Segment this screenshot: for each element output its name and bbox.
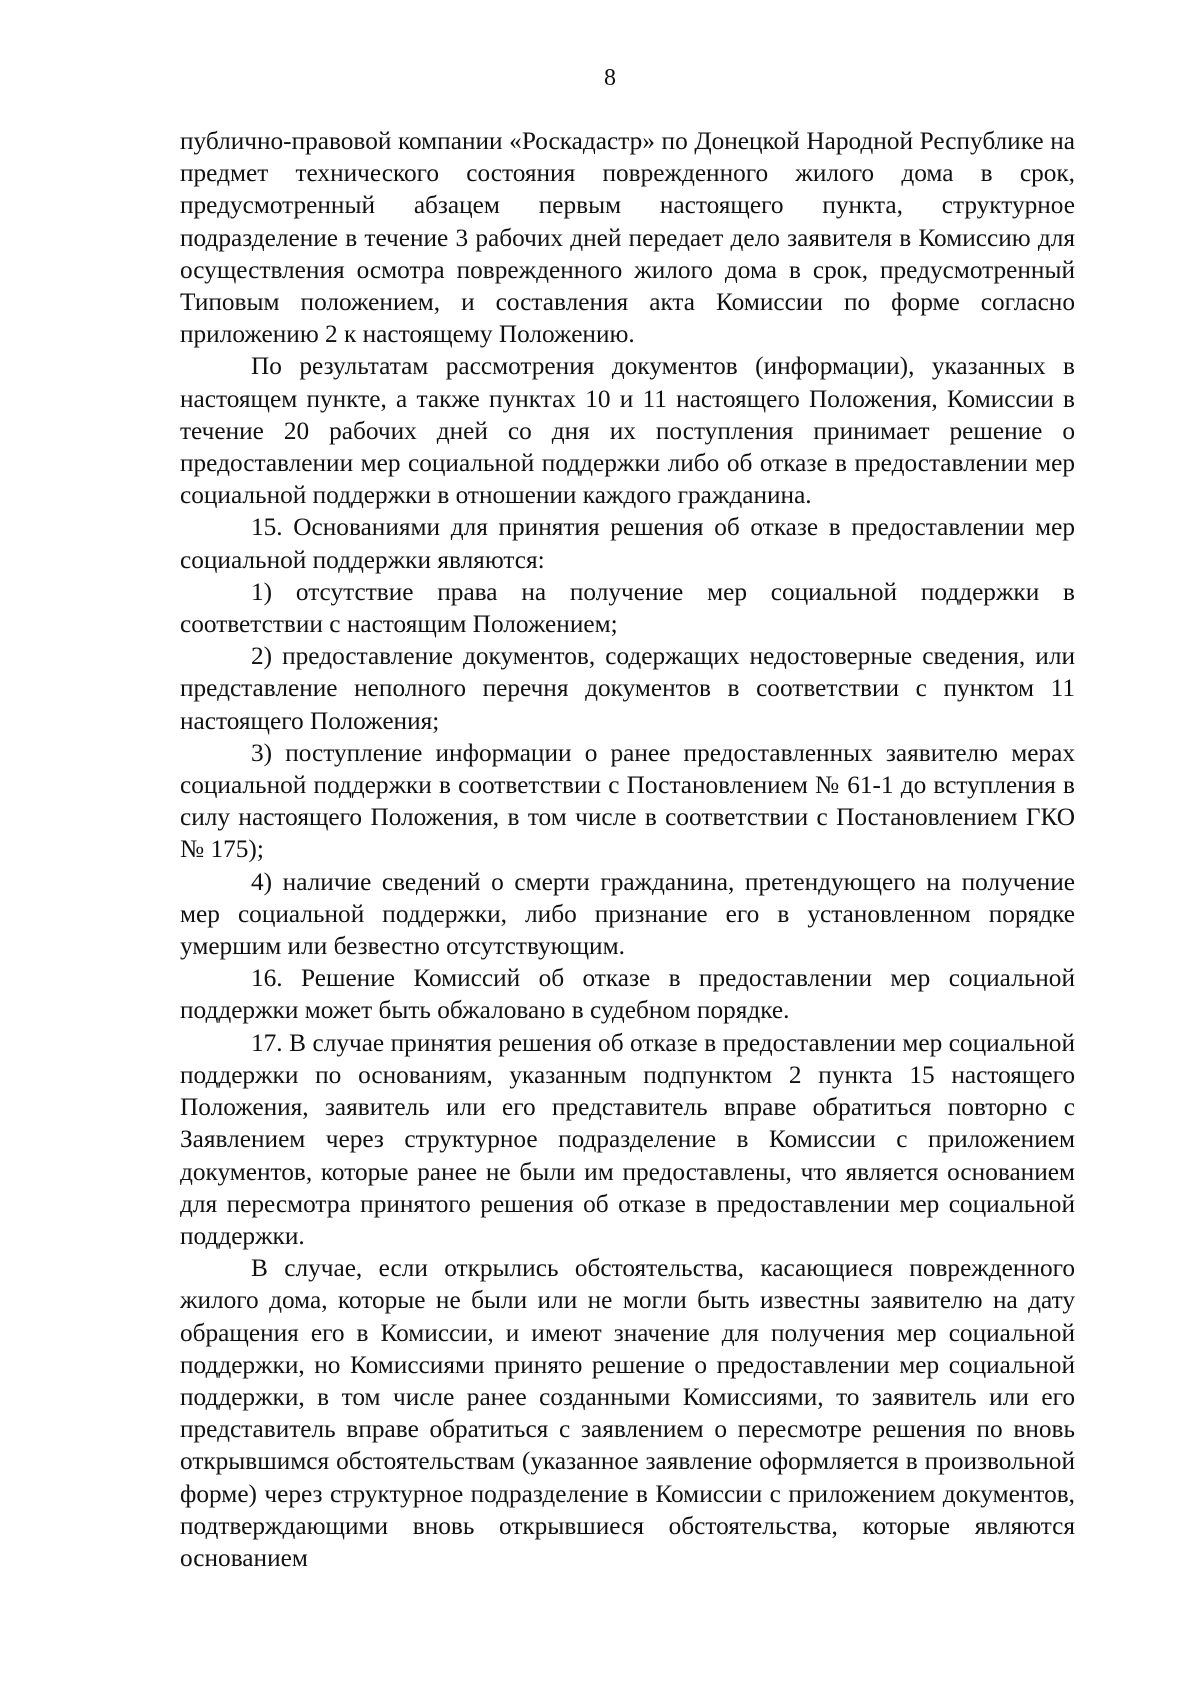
list-item-2: 2) предоставление документов, содержащих недостоверные сведения, или представление неполного перечня документов в соответствии с пунктом 11 настоящего Положения; [180, 642, 1075, 735]
list-item-1: 1) отсутствие права на получение мер социальной поддержки в соответствии с настоящим Положением; [180, 577, 1075, 639]
paragraph-new-circumstances: В случае, если открылись обстоятельства, касающиеся поврежденного жилого дома, которые не были или не могли быть известны заявителю на дату обращения его в Комиссии, и имеют значение для получения мер социальной поддержки, но Комиссиями принято решение о предоставлении мер социальной поддержки, в том числе ранее созданными Комиссиями, то заявитель или его представитель вправе обратиться с заявлением о пересмотре решения по вновь открывшимся обстоятельствам (указанное заявление оформляется в произвольной форме) через структурное подразделение в Комиссии с приложением документов, подтверждающими вновь открывшиеся обстоятельства, которые являются основанием [180, 1254, 1075, 1572]
list-item-3: 3) поступление информации о ранее предоставленных заявителю мерах социальной поддержки в соответствии с Постановлением № 61-1 до вступления в силу настоящего Положения, в том числе в соответствии с Постановлением ГКО № 175); [180, 738, 1075, 864]
paragraph-continuation: публично-правовой компании «Роскадастр» по Донецкой Народной Республике на предмет технического состояния поврежденного жилого дома в срок, предусмотренный абзацем первым настоящего пункта, структурное подразделение в течение 3 рабочих дней передает дело заявителя в Комиссию для осуществления осмотра поврежденного жилого дома в срок, предусмотренный Типовым положением, и составления акта Комиссии по форме согласно приложению 2 к настоящему Положению. [180, 127, 1075, 349]
document-body [180, 125, 1075, 1574]
paragraph-decision-term: По результатам рассмотрения документов (информации), указанных в настоящем пункте, а также пунктах 10 и 11 настоящего Положения, Комиссии в течение 20 рабочих дней со дня их поступления принимает решение о предоставлении мер социальной поддержки либо об отказе в предоставлении мер социальной поддержки в отношении каждого гражданина. [180, 352, 1075, 510]
paragraph-16-appeal: 16. Решение Комиссий об отказе в предоставлении мер социальной поддержки может быть обжаловано в судебном порядке. [180, 964, 1075, 1025]
paragraph-17-reapply: 17. В случае принятия решения об отказе в предоставлении мер социальной поддержки по основаниям, указанным подпунктом 2 пункта 15 настоящего Положения, заявитель или его представитель вправе обратиться повторно с Заявлением через структурное подразделение в Комиссии с приложением документов, которые ранее не были им предоставлены, что является основанием для пересмотра принятого решения об отказе в предоставлении мер социальной поддержки. [180, 1028, 1075, 1250]
paragraph-15-grounds: 15. Основаниями для принятия решения об отказе в предоставлении мер социальной поддержки являются: [180, 513, 1075, 574]
list-item-4: 4) наличие сведений о смерти гражданина, претендующего на получение мер социальной поддержки, либо признание его в установленном порядке умершим или безвестно отсутствующим. [180, 867, 1075, 961]
page-number: 8 [604, 65, 616, 91]
